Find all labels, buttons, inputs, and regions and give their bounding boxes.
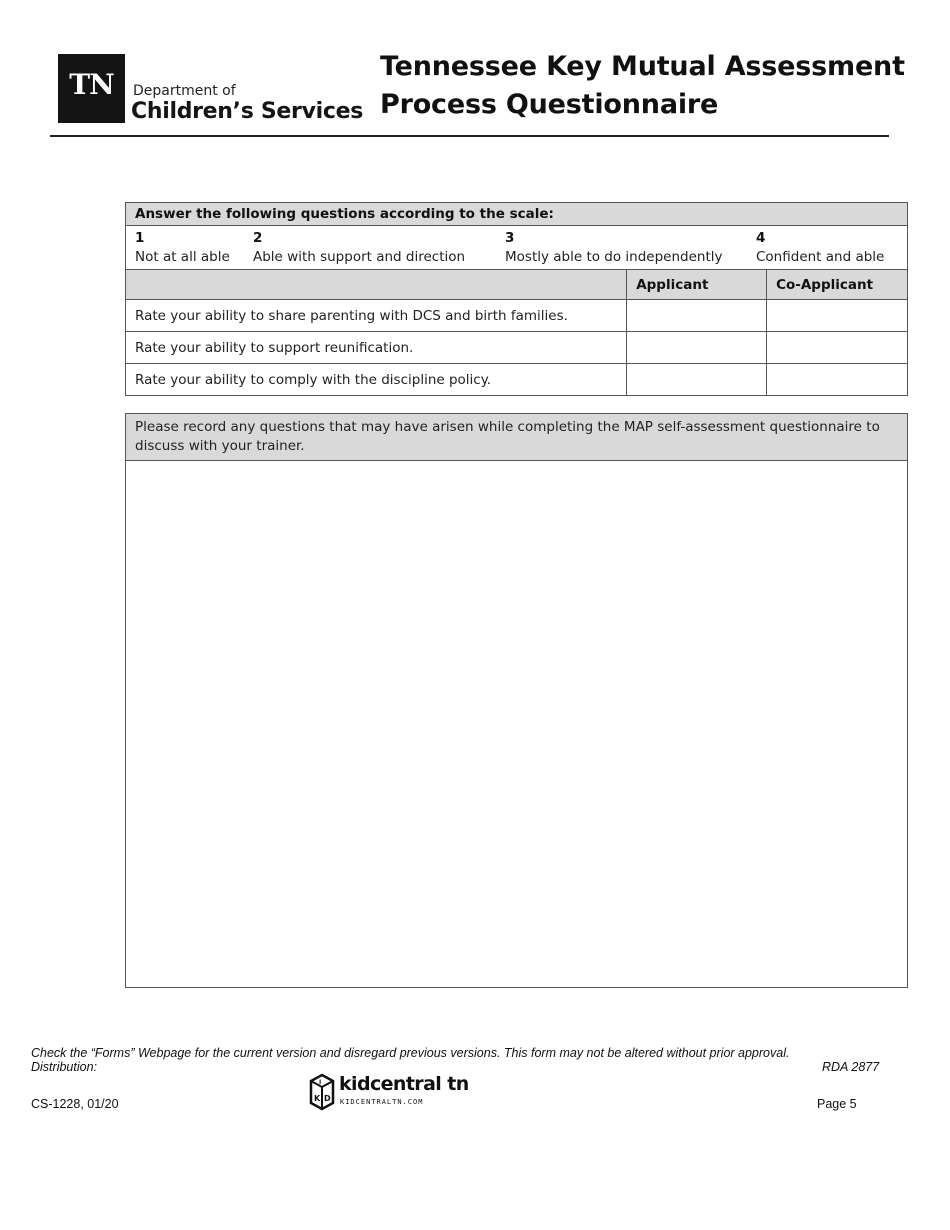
applicant-rating-field[interactable] xyxy=(627,332,767,364)
scale-number: 1 xyxy=(135,230,145,246)
svg-text:D: D xyxy=(324,1094,331,1103)
scale-instruction: Answer the following questions according to the scale: xyxy=(126,203,908,226)
scale-label: Not at all able xyxy=(135,249,230,265)
scale-item-3 xyxy=(505,230,756,265)
scale-number: 2 xyxy=(253,230,263,246)
coapplicant-rating-field[interactable] xyxy=(767,364,908,396)
svg-text:I: I xyxy=(319,1079,322,1086)
page-title-line-1: Tennessee Key Mutual Assessment xyxy=(380,51,905,82)
question-text: Rate your ability to comply with the discipline policy. xyxy=(126,364,627,396)
question-column-header xyxy=(126,270,627,300)
coapplicant-rating-field[interactable] xyxy=(767,332,908,364)
notes-field[interactable] xyxy=(126,461,908,988)
notes-prompt: Please record any questions that may have arisen while completing the MAP self-assessment questionnaire to discuss with your trainer. xyxy=(126,414,908,461)
notes-table xyxy=(125,413,908,988)
rda-number: RDA 2877 xyxy=(822,1060,880,1074)
question-row xyxy=(126,364,908,396)
rating-table xyxy=(125,202,908,396)
tn-logo-mark: TN xyxy=(69,68,114,101)
applicant-rating-field[interactable] xyxy=(627,364,767,396)
scale-number: 4 xyxy=(756,230,766,246)
scale-label: Mostly able to do independently xyxy=(505,249,723,265)
kidcentral-logo xyxy=(309,1073,469,1113)
kidcentral-url: KIDCENTRALTN.COM xyxy=(340,1098,424,1106)
scale-legend xyxy=(126,226,908,270)
page-number: Page 5 xyxy=(817,1097,857,1111)
question-text: Rate your ability to support reunification. xyxy=(126,332,627,364)
scale-item-2 xyxy=(253,230,505,265)
scale-item-4 xyxy=(756,230,896,265)
applicant-rating-field[interactable] xyxy=(627,300,767,332)
distribution-label: Distribution: xyxy=(31,1060,97,1074)
kidcentral-cube-icon xyxy=(309,1073,335,1111)
coapplicant-rating-field[interactable] xyxy=(767,300,908,332)
coapplicant-column-header: Co-Applicant xyxy=(767,270,908,300)
footer-disclaimer xyxy=(31,1046,789,1074)
tn-logo xyxy=(58,54,125,118)
question-text: Rate your ability to share parenting with DCS and birth families. xyxy=(126,300,627,332)
forms-disclaimer: Check the “Forms” Webpage for the current version and disregard previous versions. This form may not be altered without prior approval. xyxy=(31,1046,790,1060)
header-divider xyxy=(50,135,889,137)
scale-number: 3 xyxy=(505,230,515,246)
scale-label: Able with support and direction xyxy=(253,249,466,265)
department-prefix: Department of xyxy=(133,83,236,99)
department-name: Children’s Services xyxy=(131,99,364,124)
tn-logo-underline xyxy=(58,118,125,123)
applicant-column-header: Applicant xyxy=(627,270,767,300)
question-row xyxy=(126,332,908,364)
form-code: CS-1228, 01/20 xyxy=(31,1097,119,1111)
svg-text:K: K xyxy=(314,1094,321,1103)
scale-item-1 xyxy=(135,230,253,265)
question-row xyxy=(126,300,908,332)
page-title-line-2: Process Questionnaire xyxy=(380,89,719,120)
kidcentral-name: kidcentral tn xyxy=(339,1073,469,1095)
scale-label: Confident and able xyxy=(756,249,885,265)
